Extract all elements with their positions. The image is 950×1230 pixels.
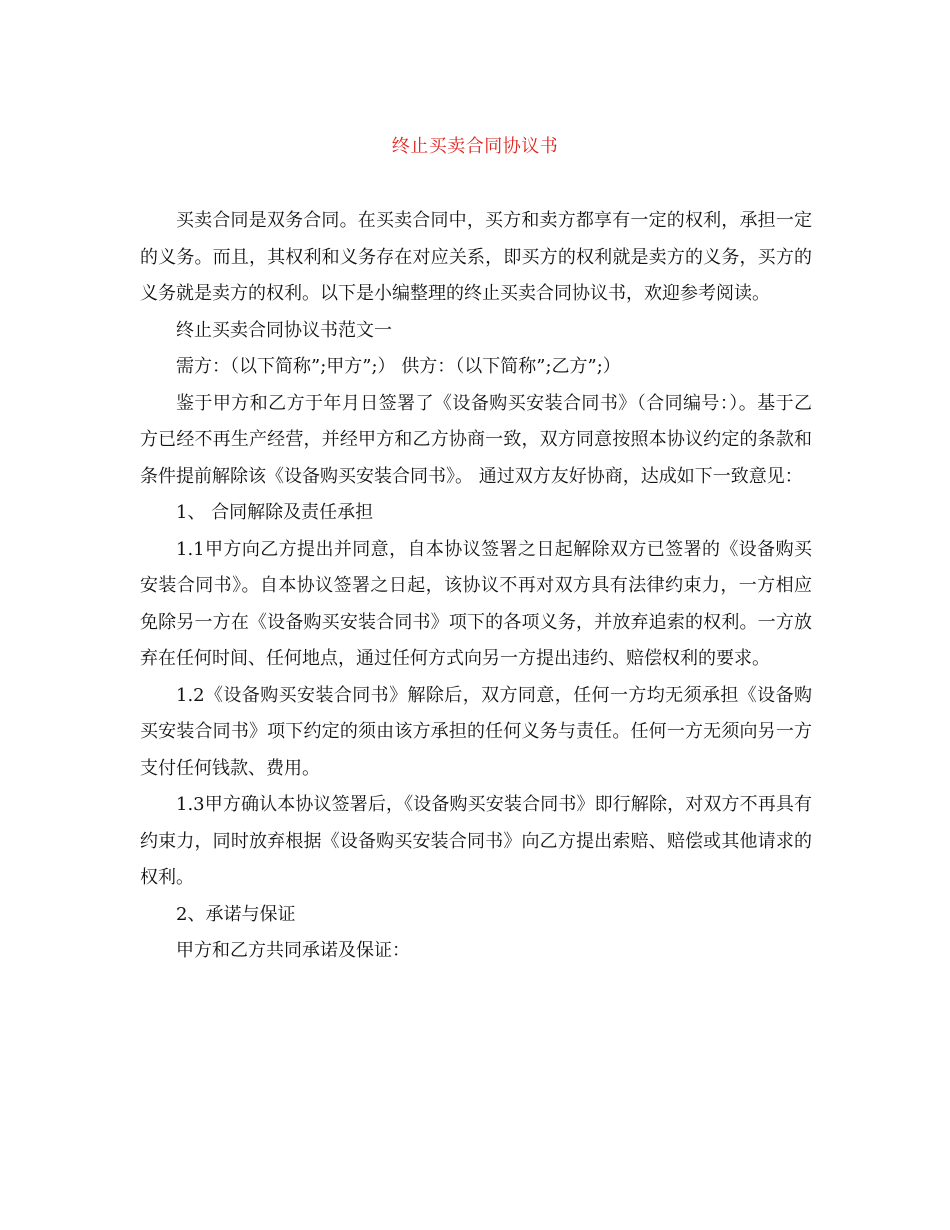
clause-1-3: 1.3甲方确认本协议签署后，《设备购买安装合同书》即行解除，对双方不再具有约束力，同时放弃根据《设备购买安装合同书》向乙方提出索赔、赔偿或其他请求的权利。 [140,794,812,888]
paragraph-recital: 鉴于甲方和乙方于年月日签署了《设备购买安装合同书》（合同编号：）。基于乙方已经不再生产经营，并经甲方和乙方协商一致，双方同意按照本协议约定的条款和条件提前解除该《设备购买安装合同书》。 通过双方友好协商，达成如下一致意见： [140,392,812,487]
document-body [140,203,812,970]
paragraph-intro: 买卖合同是双务合同。在买卖合同中，买方和卖方都享有一定的权利，承担一定的义务。而且，其权利和义务存在对应关系，即买方的权利就是卖方的义务，买方的义务就是卖方的权利。以下是小编整理的终止买卖合同协议书，欢迎参考阅读。 [140,210,812,304]
paragraph-commitment: 甲方和乙方共同承诺及保证： [176,940,410,961]
clause-1-2: 1.2《设备购买安装合同书》解除后，双方同意，任何一方均无须承担《设备购买安装合同书》项下约定的须由该方承担的任何义务与责任。任何一方无须向另一方支付任何钱款、费用。 [140,684,812,779]
section-heading-2: 2、承诺与保证 [176,903,296,925]
section-heading-1: 1、 合同解除及责任承担 [176,502,374,523]
paragraph-sample-heading: 终止买卖合同协议书范文一 [176,319,392,341]
paragraph-parties: 需方：（以下简称”;甲方”;） 供方：（以下简称”;乙方”;） [176,356,621,377]
document-title: 终止买卖合同协议书 [391,136,559,157]
clause-1-1: 1.1甲方向乙方提出并同意，自本协议签署之日起解除双方已签署的《设备购买安装合同书》。自本协议签署之日起，该协议不再对双方具有法律约束力，一方相应免除另一方在《设备购买安装合同书》项下的各项义务，并放弃追索的权利。一方放弃在任何时间、任何地点，通过任何方式向另一方提出违约、赔偿权利的要求。 [140,538,812,669]
